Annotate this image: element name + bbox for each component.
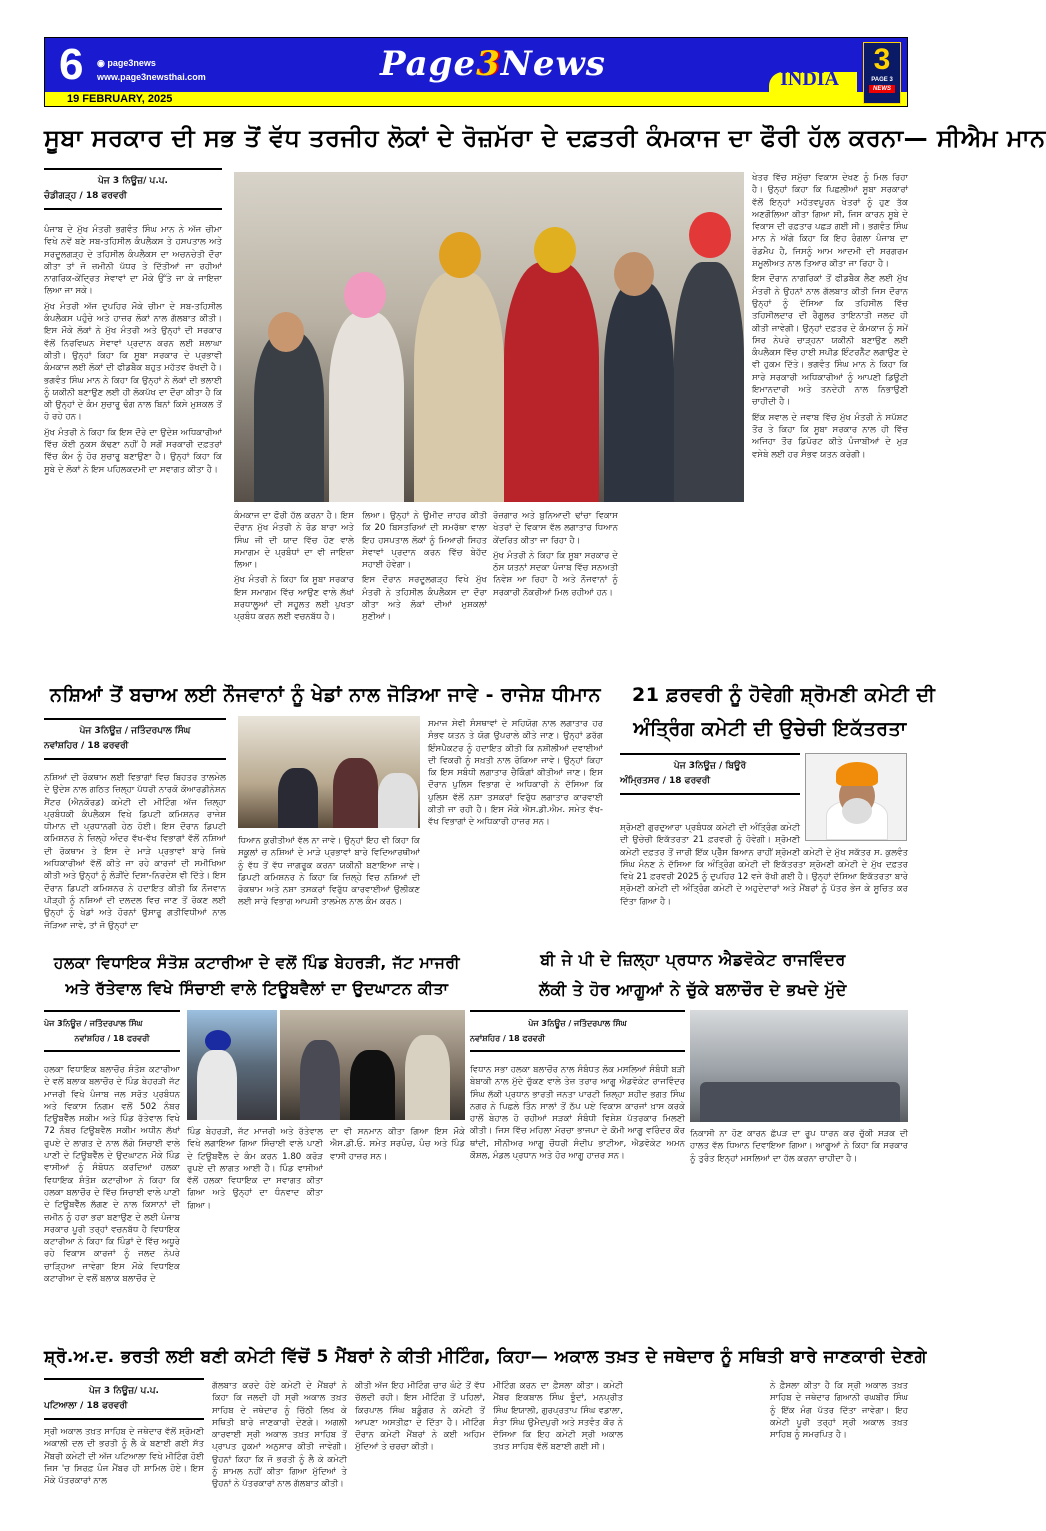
masthead-date-stripe (45, 92, 907, 106)
article-body: ਪਿੰਡ ਬੇਹਰੜੀ, ਜੱਟ ਮਾਜਰੀ ਅਤੇ ਰੱਤੇਵਾਲ ਵਿਖੇ ਲਗਾਇਆ ਗਿਆ ਸਿੰਚਾਈ ਵਾਲੇ ਪਾਣੀ ਦੇ ਟਿਊਬਵੈੱਲ ਦੇ ਕੰਮ ਕਰਨ 1.80 ਕਰੋੜ ਰੁਪਏ ਦੀ ਲਾਗਤ ਆਈ ਹੈ। ਪਿੰਡ ਵਾਸੀਆਂ ਵੱਲੋਂ ਹਲਕਾ ਵਿਧਾਇਕ ਦਾ ਸਵਾਗਤ ਕੀਤਾ ਗਿਆ ਅਤੇ ਉਨ੍ਹਾਂ ਦਾ ਧੰਨਵਾਦ ਕੀਤਾ ਗਿਆ। (187, 1127, 323, 1211)
headline-line: ਹਲਕਾ ਵਿਧਾਇਕ ਸੰਤੋਸ਼ ਕਟਾਰੀਆ ਦੇ ਵਲੋਂ ਪਿੰਡ ਬੇਹਰੜੀ, ਜੱਟ ਮਾਜਰੀ (53, 954, 461, 972)
cm-visit-photo (234, 172, 744, 502)
article-body: ਗੱਲਬਾਤ ਕਰਦੇ ਹੋਏ ਕਮੇਟੀ ਦੇ ਮੈਂਬਰਾਂ ਨੇ ਕਿਹਾ ਕਿ ਜਲਦੀ ਹੀ ਸ੍ਰੀ ਅਕਾਲ ਤਖ਼ਤ ਸਾਹਿਬ ਦੇ ਜਥੇਦਾਰ ਨੂੰ ਚਿੱਠੀ ਲਿਖ ਕੇ ਸਥਿਤੀ ਬਾਰੇ ਜਾਣਕਾਰੀ ਦੇਣਗੇ। ਅਗਲੀ ਕਾਰਵਾਈ ਸ੍ਰੀ ਅਕਾਲ ਤਖ਼ਤ ਸਾਹਿਬ ਤੋਂ ਪ੍ਰਾਪਤ ਹੁਕਮਾਂ ਅਨੁਸਾਰ ਕੀਤੀ ਜਾਵੇਗੀ। ਉਹਨਾਂ ਕਿਹਾ ਕਿ ਜੋ ਭਰਤੀ ਨੂੰ ਲੈ ਕੇ ਕਮੇਟੀ ਨੂੰ ਸ਼ਾਮਲ ਨਹੀਂ ਕੀਤਾ ਗਿਆ ਮੁੱਦਿਆਂ ਤੇ ਉਹਨਾਂ ਨੇ ਪੱਤਰਕਾਰਾਂ ਨਾਲ ਗੱਲਬਾਤ ਕੀਤੀ। (212, 1381, 347, 1490)
article-body: ਦਾ ਵੀ ਸਨਮਾਨ ਕੀਤਾ ਗਿਆ ਇਸ ਮੌਕੇ ਐਸ.ਡੀ.ਓ. ਸਮੇਤ ਸਰਪੰਚ, ਪੰਚ ਅਤੇ ਪਿੰਡ ਵਾਸੀ ਹਾਜ਼ਰ ਸਨ। (330, 1127, 465, 1162)
dateline: ਨਵਾਂਸ਼ਹਿਰ / 18 ਫਰਵਰੀ (44, 741, 129, 751)
article-body (493, 510, 618, 668)
article-body: ਹਲਕਾ ਵਿਧਾਇਕ ਬਲਾਚੌਰ ਸ਼ੰਤੋਸ਼ ਕਟਾਰੀਆ ਦੇ ਵਲੋਂ ਬਲਾਕ ਬਲਾਚੌਰ ਦੇ ਪਿੰਡ ਬੇਹਰੜੀ ਜੱਟ ਮਾਜਰੀ ਵਿਖੇ ਪੰਜਾਬ ਜਲ ਸਰੋਤ ਪ੍ਰਬੰਧਨ ਅਤੇ ਵਿਕਾਸ ਨਿਗਮ ਵਲੋਂ 502 ਨੰਬਰ ਟਿਊਬਵੈੱਲ ਸਕੀਮ ਅਤੇ ਪਿੰਡ ਰੱਤੇਵਾਲ ਵਿਖੇ 72 ਨੰਬਰ ਟਿਊਬਵੈਲ ਸਕੀਮ ਅਧੀਨ ਲੱਖਾਂ ਰੁਪਏ ਦੇ ਲਾਗਤ ਦੇ ਨਾਲ ਲੱਗੇ ਸਿਚਾਈ ਵਾਲੇ ਪਾਣੀ ਦੇ ਟਿਊਬਵੈੱਲ ਦੇ ਉਦਘਾਟਨ ਮੌਕੇ ਪਿੰਡ ਵਾਸੀਆਂ ਨੂੰ ਸੰਬੋਧਨ ਕਰਦਿਆਂ ਹਲਕਾ ਵਿਧਾਇਕ ਸ਼ੰਤੋਸ਼ ਕਟਾਰੀਆ ਨੇ ਕਿਹਾ ਕਿ ਹਲਕਾ ਬਲਾਚੌਰ ਦੇ ਵਿੱਚ ਸਿਚਾਈ ਵਾਲੇ ਪਾਣੀ ਦੇ ਟਿਊਬਵੈੱਲ ਲੱਗਣ ਦੇ ਨਾਲ ਕਿਸਾਨਾਂ ਦੀ ਜ਼ਮੀਨ ਨੂੰ ਹਰਾ ਭਰਾ ਬਣਾਉਣ ਦੇ ਲਈ ਪੰਜਾਬ ਸਰਕਾਰ ਪੂਰੀ ਤਰ੍ਹਾਂ ਵਚਨਬੱਧ ਹੈ ਵਿਧਾਇਕ ਕਟਾਰੀਆ ਨੇ ਕਿਹਾ ਕਿ ਪਿੰਡਾਂ ਦੇ ਵਿੱਚ ਅਧੂਰੇ ਰਹੇ ਵਿਕਾਸ ਕਾਰਜਾਂ ਨੂੰ ਜਲਦ ਨੇਪਰੇ ਚਾੜ੍ਹਿਆ ਜਾਵੇਗਾ ਇਸ ਮੌਕੇ ਵਿਧਾਇਕ ਕਟਾਰੀਆ ਦੇ ਵਲੋਂ ਬਲਾਕ ਬਲਾਚੌਰ ਦੇ (44, 1065, 180, 1285)
paragraph: ਇੱਕ ਸਵਾਲ ਦੇ ਜਵਾਬ ਵਿੱਚ ਮੁੱਖ ਮੰਤਰੀ ਨੇ ਸਪੱਸ਼ਟ ਤੌਰ ਤੇ ਕਿਹਾ ਕਿ ਸੂਬਾ ਸਰਕਾਰ ਨਾਲ ਹੀ ਵਿੱਚ ਅਜਿਹਾ ਤੌਰ ਡਿਪੋਰਟ ਕੀਤੇ ਪੰਜਾਬੀਆਂ ਦੇ ਮੁੜ ਵਸੇਬੇ ਲਈ ਹਰ ਸੰਭਵ ਯਤਨ ਕਰੇਗੀ। (752, 412, 908, 460)
byline (620, 753, 800, 795)
headline-tubewell-inauguration (44, 950, 470, 1002)
headline-akali-dal-committee: ਸ਼੍ਰੋ.ਅ.ਦ. ਭਰਤੀ ਲਈ ਬਣੀ ਕਮੇਟੀ ਵਿੱਚੋਂ 5 ਮੈਂਬਰਾਂ ਨੇ ਕੀਤੀ ਮੀਟਿੰਗ, ਕਿਹਾ— ਅਕਾਲ ਤਖ਼ਤ ਦੇ ਜਥੇਦਾਰ ਨੂੰ ਸਥਿਤੀ ਬਾਰੇ ਜਾਣਕਾਰੀ ਦੇਣਗੇ (44, 1347, 927, 1367)
logo-part: 3 (476, 44, 501, 84)
dateline: ਅੰਮ੍ਰਿਤਸਰ / 18 ਫਰਵਰੀ (620, 776, 711, 786)
social-icon: ◉ (97, 58, 108, 68)
dateline: ਨਵਾਂਸ਼ਹਿਰ / 18 ਫਰਵਰੀ (74, 1034, 150, 1043)
page-number: 6 (59, 40, 84, 89)
headline-line: ਅਤੇ ਰੱਤੇਵਾਲ ਵਿਖੇ ਸਿੰਚਾਈ ਵਾਲੇ ਟਿਊਬਵੈਲਾਂ ਦਾ ਉਦਘਾਟਨ ਕੀਤਾ (65, 980, 449, 998)
headline-line: ਬੀ ਜੇ ਪੀ ਦੇ ਜ਼ਿਲ੍ਹਾ ਪ੍ਰਧਾਨ ਐਡਵੋਕੇਟ ਰਾਜਵਿੰਦਰ (540, 950, 846, 969)
article-body (752, 172, 908, 667)
page3-badge-logo (863, 42, 901, 104)
article-body: ਨਿਕਾਸੀ ਨਾ ਹੋਣ ਕਾਰਨ ਛੱਪੜ ਦਾ ਰੂਪ ਧਾਰਨ ਕਰ ਚੁੱਕੀ ਸੜਕ ਦੀ ਹਾਲਤ ਵੱਲ ਧਿਆਨ ਦਿਵਾਇਆ ਗਿਆ। ਆਗੂਆਂ ਨੇ ਕਿਹਾ ਕਿ ਸਰਕਾਰ ਨੂੰ ਤੁਰੰਤ ਇਨ੍ਹਾਂ ਮਸਲਿਆਂ ਦਾ ਹੱਲ ਕਰਨਾ ਚਾਹੀਦਾ ਹੈ। (690, 1129, 908, 1164)
article-body: ਕੀਤੀ ਅੱਜ ਇਹ ਮੀਟਿੰਗ ਚਾਰ ਘੰਟੇ ਤੋਂ ਵੱਧ ਚੱਲਦੀ ਰਹੀ। ਇਸ ਮੀਟਿੰਗ ਤੋਂ ਪਹਿਲਾਂ, ਕਿਰਪਾਲ ਸਿੰਘ ਬਡੂੰਗਰ ਨੇ ਕਮੇਟੀ ਤੋਂ ਆਪਣਾ ਅਸਤੀਫ਼ਾ ਦੇ ਦਿੱਤਾ ਹੈ। ਮੀਟਿੰਗ ਦੌਰਾਨ ਕਮੇਟੀ ਮੈਂਬਰਾਂ ਨੇ ਕਈ ਅਹਿਮ ਮੁੱਦਿਆਂ ਤੇ ਚਰਚਾ ਕੀਤੀ। (355, 1381, 485, 1453)
headline-bjp-balachaur (478, 945, 908, 1005)
headline-cm-mann: ਸੂਬਾ ਸਰਕਾਰ ਦੀ ਸਭ ਤੋਂ ਵੱਧ ਤਰਜੀਹ ਲੋਕਾਂ ਦੇ ਰੋਜ਼ਮੱਰਾ ਦੇ ਦਫ਼ਤਰੀ ਕੰਮਕਾਜ ਦਾ ਫੌਰੀ ਹੱਲ ਕਰਨਾ— ਸੀਐਮ ਮਾਨ (44, 124, 1046, 152)
meeting-photo (238, 716, 420, 828)
edition-label: INDIA (780, 68, 839, 90)
story1-byline-block (44, 168, 222, 679)
story3-byline-block (620, 753, 800, 795)
article-body: ਧਿਆਨ ਕੁਰੀਤੀਆਂ ਵੱਲ ਨਾ ਜਾਵੇ। ਉਨ੍ਹਾਂ ਇਹ ਵੀ ਕਿਹਾ ਕਿ ਸਕੂਲਾਂ ਚ ਨਸ਼ਿਆਂ ਦੇ ਮਾੜੇ ਪ੍ਰਭਾਵਾਂ ਬਾਰੇ ਵਿਦਿਆਰਥੀਆਂ ਨੂੰ ਵੱਧ ਤੋਂ ਵੱਧ ਜਾਗਰੂਕ ਕਰਨਾ ਯਕੀਨੀ ਬਣਾਇਆ ਜਾਵੇ। ਡਿਪਟੀ ਕਮਿਸ਼ਨਰ ਨੇ ਕਿਹਾ ਕਿ ਜ਼ਿਲ੍ਹੇ ਵਿਚ ਨਸ਼ਿਆਂ ਦੀ ਰੋਕਥਾਮ ਅਤੇ ਨਸ਼ਾ ਤਸਕਰਾਂ ਵਿਰੁੱਧ ਕਾਰਵਾਈਆਂ ਉਲੀਕਣ ਲਈ ਸਾਰੇ ਵਿਭਾਗ ਆਪਸੀ ਤਾਲਮੇਲ ਨਾਲ ਕੰਮ ਕਰਨ। (238, 836, 420, 908)
byline-agency: ਪੇਜ 3ਨਿਊਜ਼ / ਬਿਊਰੋ (673, 761, 747, 771)
badge-number: 3 (873, 43, 891, 76)
headline-line: 21 ਫ਼ਰਵਰੀ ਨੂੰ ਹੋਵੇਗੀ ਸ਼੍ਰੋਮਣੀ ਕਮੇਟੀ ਦੀ (632, 684, 936, 706)
inauguration-photo-2 (280, 1010, 465, 1120)
social-handle: page3news (107, 58, 156, 68)
article-body: ਵਿਧਾਨ ਸਭਾ ਹਲਕਾ ਬਲਾਚੌਰ ਨਾਲ ਸੰਬੰਧਤ ਲੋਕ ਮਸਲਿਆਂ ਸੰਬੰਧੀ ਬੜੀ ਬੇਬਾਕੀ ਨਾਲ ਮੁੱਦੇ ਚੁੱਕਣ ਵਾਲੇ ਤੇਜ਼ ਤਰਾਰ ਆਗੂ ਐਡਵੋਕੇਟ ਰਾਜਵਿੰਦਰ ਸਿੰਘ ਲੱਕੀ ਪ੍ਰਧਾਨ ਭਾਰਤੀ ਜਨਤਾ ਪਾਰਟੀ ਜ਼ਿਲ੍ਹਾ ਸ਼ਹੀਦ ਭਗਤ ਸਿੰਘ ਨਗਰ ਨੇ ਪਿਛਲੇ ਤਿੰਨ ਸਾਲਾਂ ਤੋਂ ਠੱਪ ਪਏ ਵਿਕਾਸ ਕਾਰਜਾਂ ਖ਼ਾਸ ਕਰਕੇ ਹਾਲੋਂ ਬੇਹਾਲ ਹੋ ਰਹੀਆਂ ਸੜਕਾਂ ਸੰਬੰਧੀ ਵਿਸ਼ੇਸ਼ ਪੱਤਰਕਾਰ ਮਿਲਣੀ ਕੀਤੀ। ਜਿਸ ਵਿੱਚ ਮਹਿਲਾ ਮੋਰਚਾ ਭਾਜਪਾ ਦੇ ਕੌਮੀ ਆਗੂ ਵਰਿੰਦਰ ਕੌਰ ਥਾਂਦੀ, ਸੀਨੀਅਰ ਆਗੂ ਚੌਧਰੀ ਸੰਦੀਪ ਭਾਟੀਆ, ਐਡਵੋਕੇਟ ਅਮਨ ਕੌਸ਼ਲ, ਮੰਡਲ ਪ੍ਰਧਾਨ ਅਤੇ ਹੋਰ ਆਗੂ ਹਾਜ਼ਰ ਸਨ। (470, 1065, 685, 1162)
byline-agency: ਪੇਜ 3 ਨਿਊਜ਼/ ਪ.ਪ. (98, 176, 168, 186)
paragraph: ਮੁੱਖ ਮੰਤਰੀ ਅੱਜ ਦੁਪਹਿਰ ਮੌਕੇ ਚੀਮਾ ਦੇ ਸਬ-ਤਹਿਸੀਲ ਕੰਪਲੈਕਸ ਪਹੁੰਚੇ ਅਤੇ ਹਾਜ਼ਰ ਲੋਕਾਂ ਨਾਲ ਗੱਲਬਾਤ ਕੀਤੀ। ਇਸ ਮੌਕੇ ਲੋਕਾਂ ਨੇ ਮੁੱਖ ਮੰਤਰੀ ਅਤੇ ਉਨ੍ਹਾਂ ਦੀ ਸਰਕਾਰ ਵੱਲੋਂ ਨਿਰਵਿਘਨ ਸੇਵਾਵਾਂ ਪ੍ਰਦਾਨ ਕਰਨ ਲਈ ਸ਼ਲਾਘਾ ਕੀਤੀ। ਉਨ੍ਹਾਂ ਕਿਹਾ ਕਿ ਸੂਬਾ ਸਰਕਾਰ ਦੇ ਪ੍ਰਭਾਵੀ ਕੰਮਕਾਜ ਲਈ ਲੋਕਾਂ ਦੀ ਫੀਡਬੈਕ ਬਹੁਤ ਮਹੱਤਵ ਰੱਖਦੀ ਹੈ। ਭਗਵੰਤ ਸਿੰਘ ਮਾਨ ਨੇ ਕਿਹਾ ਕਿ ਉਨ੍ਹਾਂ ਨੇ ਲੋਕਾਂ ਦੀ ਭਲਾਈ ਨੂੰ ਯਕੀਨੀ ਬਣਾਉਣ ਲਈ ਹੀ ਲੋਕਪੱਖ ਦਾ ਦੌਰਾ ਕੀਤਾ ਹੈ ਕਿ ਕੀ ਉਨ੍ਹਾਂ ਦੇ ਕੰਮ ਸੁਚਾਰੂ ਢੰਗ ਨਾਲ ਬਿਨਾਂ ਕਿਸੇ ਮੁਸ਼ਕਲ ਤੋਂ ਹੋ ਰਹੇ ਹਨ। (44, 301, 222, 423)
spacer (800, 822, 908, 844)
bjp-leaders-photo (690, 1010, 908, 1122)
badge-news: NEWS (869, 85, 895, 93)
paragraph: ਸ਼੍ਰੋਮਣੀ ਗੁਰਦੁਆਰਾ ਪ੍ਰਬੰਧਕ ਕਮੇਟੀ ਦੀ ਅੰਤ੍ਰਿੰਗ ਕਮੇਟੀ ਦੀ ਉਚੇਚੀ ਇਕੱਤਰਤਾ 21 ਫ਼ਰਵਰੀ ਨੂੰ ਹੋਵੇਗੀ। ਸ਼੍ਰੋਮਣੀ ਕਮੇਟੀ ਦਫ਼ਤਰ ਤੋਂ ਜਾਰੀ ਇੱਕ ਪ੍ਰੈੱਸ ਬਿਆਨ ਰਾਹੀਂ ਸ਼੍ਰੋਮਣੀ ਕਮੇਟੀ ਦੇ ਮੁੱਖ ਸਕੱਤਰ ਸ. ਕੁਲਵੰਤ ਸਿੰਘ ਮੰਨਣ ਨੇ ਦੱਸਿਆ ਕਿ ਅੰਤ੍ਰਿੰਗ ਕਮੇਟੀ ਦੀ ਇਕੱਤਰਤਾ ਸ਼੍ਰੋਮਣੀ ਕਮੇਟੀ ਦੇ ਮੁੱਖ ਦਫ਼ਤਰ ਵਿਖੇ 21 ਫ਼ਰਵਰੀ 2025 ਨੂੰ ਦੁਪਹਿਰ 12 ਵਜੇ ਰੱਖੀ ਗਈ ਹੈ। ਉਨ੍ਹਾਂ ਦੱਸਿਆ ਇਕੱਤਰਤਾ ਬਾਰੇ ਸ਼੍ਰੋਮਣੀ ਕਮੇਟੀ ਦੀ ਅੰਤ੍ਰਿੰਗ ਕਮੇਟੀ ਦੇ ਅਹੁਦੇਦਾਰਾਂ ਅਤੇ ਮੈਂਬਰਾਂ ਨੂੰ ਪੱਤਰ ਭੇਜ ਕੇ ਸੂਚਿਤ ਕਰ ਦਿੱਤਾ ਗਿਆ ਹੈ। (620, 823, 908, 907)
byline (44, 168, 222, 210)
inauguration-photo-1 (187, 1010, 277, 1120)
article-body (620, 822, 908, 932)
headline-line: ਲੱਕੀ ਤੇ ਹੋਰ ਆਗੂਆਂ ਨੇ ਚੁੱਕੇ ਬਲਾਚੌਰ ਦੇ ਭਖਦੇ ਮੁੱਦੇ (539, 980, 847, 999)
headline-rajesh-dhiman: ਨਸ਼ਿਆਂ ਤੋਂ ਬਚਾਅ ਲਈ ਨੌਜਵਾਨਾਂ ਨੂੰ ਖੇਡਾਂ ਨਾਲ ਜੋੜਿਆ ਜਾਵੇ - ਰਾਜੇਸ਼ ਧੀਮਾਨ (50, 684, 601, 706)
newspaper-logo (380, 44, 606, 84)
byline-agency: ਪੇਜ 3ਨਿਊਜ਼ / ਜਤਿੰਦਰਪਾਲ ਸਿੰਘ (44, 1019, 143, 1028)
dateline: ਨਵਾਂਸ਼ਹਿਰ / 18 ਫਰਵਰੀ (470, 1034, 546, 1043)
dateline: ਪਟਿਆਲਾ / 18 ਫਰਵਰੀ (44, 1401, 128, 1411)
issue-date: 19 FEBRUARY, 2025 (67, 93, 173, 105)
story6-byline-block (44, 1378, 204, 1526)
article-body: ਨਸ਼ਿਆਂ ਦੀ ਰੋਕਥਾਮ ਲਈ ਵਿਭਾਗਾਂ ਵਿਚ ਬਿਹਤਰ ਤਾਲਮੇਲ ਦੇ ਉਦੇਸ਼ ਨਾਲ ਗਠਿਤ ਜ਼ਿਲ੍ਹਾ ਪੱਧਰੀ ਨਾਰਕੋ ਕੋਆਰਡੀਨੇਸ਼ਨ ਸੈਂਟਰ (ਐਨਕੋਰਡ) ਕਮੇਟੀ ਦੀ ਮੀਟਿੰਗ ਅੱਜ ਜ਼ਿਲ੍ਹਾ ਪ੍ਰਬੰਧਕੀ ਕੰਪਲੈਕਸ ਵਿਖੇ ਡਿਪਟੀ ਕਮਿਸ਼ਨਰ ਰਾਜੇਸ਼ ਧੀਮਾਨ ਦੀ ਪ੍ਰਧਾਨਗੀ ਹੇਠ ਹੋਈ। ਇਸ ਦੌਰਾਨ ਡਿਪਟੀ ਕਮਿਸ਼ਨਰ ਨੇ ਜ਼ਿਲ੍ਹੇ ਅੰਦਰ ਵੱਖ-ਵੱਖ ਵਿਭਾਗਾਂ ਵੱਲੋਂ ਨਸ਼ਿਆਂ ਦੀ ਰੋਕਥਾਮ ਤੇ ਇਸ ਦੇ ਮਾੜੇ ਪ੍ਰਭਾਵਾਂ ਬਾਰੇ ਜਿਥੇ ਅਧਿਕਾਰੀਆਂ ਵੱਲੋਂ ਕੀਤੇ ਜਾ ਰਹੇ ਕਾਰਜਾਂ ਦੀ ਸਮੀਖਿਆ ਕੀਤੀ ਅਤੇ ਉਨ੍ਹਾਂ ਨੂੰ ਲੋੜੀਂਦੇ ਦਿਸ਼ਾ-ਨਿਰਦੇਸ਼ ਵੀ ਦਿੱਤੇ। ਇਸ ਦੌਰਾਨ ਡਿਪਟੀ ਕਮਿਸ਼ਨਰ ਨੇ ਹਦਾਇਤ ਕੀਤੀ ਕਿ ਨੌਜਵਾਨ ਪੀੜ੍ਹੀ ਨੂੰ ਨਸ਼ਿਆਂ ਦੀ ਦਲਦਲ ਵਿਚ ਜਾਣ ਤੋਂ ਰੋਕਣ ਲਈ ਉਨ੍ਹਾਂ ਨੂੰ ਖੇਡਾਂ ਅਤੇ ਹੋਰਨਾਂ ਉਸਾਰੂ ਗਤੀਵਿਧੀਆਂ ਨਾਲ ਜੋੜਿਆ ਜਾਵੇ, ਤਾਂ ਜੋ ਉਨ੍ਹਾਂ ਦਾ (44, 773, 226, 931)
paragraph: ਲਿਆ। ਉਨ੍ਹਾਂ ਨੇ ਉਮੀਦ ਜ਼ਾਹਰ ਕੀਤੀ ਕਿ 20 ਬਿਸਤਰਿਆਂ ਦੀ ਸਮਰੱਥਾ ਵਾਲਾ ਇਹ ਹਸਪਤਾਲ ਲੋਕਾਂ ਨੂੰ ਮਿਆਰੀ ਸਿਹਤ ਸੇਵਾਵਾਂ ਪ੍ਰਦਾਨ ਕਰਨ ਵਿੱਚ ਬੇਹੱਦ ਸਹਾਈ ਹੋਵੇਗਾ। (362, 511, 487, 571)
article-body: ਸ੍ਰੀ ਅਕਾਲ ਤਖ਼ਤ ਸਾਹਿਬ ਦੇ ਜਥੇਦਾਰ ਵੱਲੋਂ ਸ਼੍ਰੋਮਣੀ ਅਕਾਲੀ ਦਲ ਦੀ ਭਰਤੀ ਨੂੰ ਲੈ ਕੇ ਬਣਾਈ ਗਈ ਸੱਤ ਮੈਂਬਰੀ ਕਮੇਟੀ ਦੀ ਅੱਜ ਪਟਿਆਲਾ ਵਿਖੇ ਮੀਟਿੰਗ ਹੋਈ ਜਿਸ 'ਚ ਸਿਰਫ਼ ਪੰਜ ਮੈਂਬਰ ਹੀ ਸ਼ਾਮਿਲ ਹੋਏ। ਇਸ ਮੌਕੇ ਪੱਤਰਕਾਰਾਂ ਨਾਲ (44, 1427, 204, 1487)
article-body (234, 510, 354, 668)
paragraph: ਖੇਤਰ ਵਿੱਚ ਸਮੁੱਚਾ ਵਿਕਾਸ ਦੇਖਣ ਨੂੰ ਮਿਲ ਰਿਹਾ ਹੈ। ਉਨ੍ਹਾਂ ਕਿਹਾ ਕਿ ਪਿਛਲੀਆਂ ਸੂਬਾ ਸਰਕਾਰਾਂ ਵੱਲੋਂ ਇਨ੍ਹਾਂ ਮਹੱਤਵਪੂਰਨ ਖੇਤਰਾਂ ਨੂੰ ਹੁਣ ਤੱਕ ਅਣਗੌਲਿਆ ਕੀਤਾ ਗਿਆ ਸੀ, ਜਿਸ ਕਾਰਨ ਸੂਬੇ ਦੇ ਵਿਕਾਸ ਦੀ ਰਫ਼ਤਾਰ ਪਛੜ ਗਈ ਸੀ। ਭਗਵੰਤ ਸਿੰਘ ਮਾਨ ਨੇ ਅੱਗੇ ਕਿਹਾ ਕਿ ਇਹ ਰੰਗਲਾ ਪੰਜਾਬ ਦਾ ਰੋਡਮੈਪ ਹੈ, ਜਿਸਨੂੰ ਆਮ ਆਦਮੀ ਦੀ ਸਰਗਰਮ ਸ਼ਮੂਲੀਅਤ ਨਾਲ ਤਿਆਰ ਕੀਤਾ ਜਾ ਰਿਹਾ ਹੈ। (752, 173, 908, 270)
byline (470, 1010, 685, 1052)
headline-line: ਅੰਤ੍ਰਿੰਗ ਕਮੇਟੀ ਦੀ ਉਚੇਚੀ ਇਕੱਤਰਤਾ (633, 718, 907, 740)
article-body: ਨੇ ਫ਼ੈਸਲਾ ਕੀਤਾ ਹੈ ਕਿ ਸ੍ਰੀ ਅਕਾਲ ਤਖ਼ਤ ਸਾਹਿਬ ਦੇ ਜਥੇਦਾਰ ਗਿਆਨੀ ਰਘਬੀਰ ਸਿੰਘ ਨੂੰ ਇੱਕ ਮੰਗ ਪੱਤਰ ਦਿੱਤਾ ਜਾਵੇਗਾ। ਇਹ ਕਮੇਟੀ ਪੂਰੀ ਤਰ੍ਹਾਂ ਸ੍ਰੀ ਅਕਾਲ ਤਖ਼ਤ ਸਾਹਿਬ ਨੂੰ ਸਮਰਪਿਤ ਹੈ। (770, 1381, 908, 1441)
badge-text: PAGE 3 (871, 77, 893, 83)
article-body (632, 1380, 762, 1520)
byline-agency: ਪੇਜ 3 ਨਿਊਜ਼/ ਪ.ਪ. (89, 1386, 159, 1396)
byline-agency: ਪੇਜ 3ਨਿਊਜ਼ / ਜਤਿੰਦਰਪਾਲ ਸਿੰਘ (79, 726, 191, 736)
paragraph: ਰੋਜ਼ਗਾਰ ਅਤੇ ਬੁਨਿਆਦੀ ਢਾਂਚਾ ਵਿਕਾਸ ਖੇਤਰਾਂ ਦੇ ਵਿਕਾਸ ਵੱਲ ਲਗਾਤਾਰ ਧਿਆਨ ਕੇਂਦਰਿਤ ਕੀਤਾ ਜਾ ਰਿਹਾ ਹੈ। (493, 511, 618, 546)
story5-byline-block (470, 1010, 685, 1332)
article-body (362, 510, 487, 668)
paragraph: ਮੁੱਖ ਮੰਤਰੀ ਨੇ ਕਿਹਾ ਕਿ ਇਸ ਦੌਰੇ ਦਾ ਉਦੇਸ਼ ਅਧਿਕਾਰੀਆਂ ਵਿੱਚ ਕੋਈ ਨੁਕਸ ਕੱਢਣਾ ਨਹੀਂ ਹੈ ਸਗੋਂ ਸਰਕਾਰੀ ਦਫ਼ਤਰਾਂ ਵਿੱਚ ਕੰਮ ਨੂੰ ਹੋਰ ਸੁਚਾਰੂ ਬਣਾਉਣਾ ਹੈ। ਉਨ੍ਹਾਂ ਕਿਹਾ ਕਿ ਸੂਬੇ ਦੇ ਲੋਕਾਂ ਨੇ ਇਸ ਪਹਿਲਕਦਮੀ ਦਾ ਸਵਾਗਤ ਕੀਤਾ ਹੈ। (44, 427, 222, 475)
byline (44, 718, 226, 760)
masthead-links (97, 56, 206, 84)
article-body: ਮੀਟਿੰਗ ਕਰਨ ਦਾ ਫ਼ੈਸਲਾ ਕੀਤਾ। ਕਮੇਟੀ ਮੈਂਬਰ ਇਕਬਾਲ ਸਿੰਘ ਝੂੰਦਾਂ, ਮਨਪ੍ਰੀਤ ਸਿੰਘ ਇਯਾਲੀ, ਗੁਰਪ੍ਰਤਾਪ ਸਿੰਘ ਵਡਾਲਾ, ਸੰਤਾ ਸਿੰਘ ਉਮੈਦਪੁਰੀ ਅਤੇ ਸਤਵੰਤ ਕੌਰ ਨੇ ਦੱਸਿਆ ਕਿ ਇਹ ਕਮੇਟੀ ਸ੍ਰੀ ਅਕਾਲ ਤਖ਼ਤ ਸਾਹਿਬ ਵੱਲੋਂ ਬਣਾਈ ਗਈ ਸੀ। (493, 1381, 623, 1453)
paragraph: ਕੰਮਕਾਜ ਦਾ ਫੌਰੀ ਹੱਲ ਕਰਨਾ ਹੈ। ਇਸ ਦੌਰਾਨ ਮੁੱਖ ਮੰਤਰੀ ਨੇ ਰੋਡ ਬਾਰਾ ਅਤੇ ਸਿੰਘ ਜੀ ਦੀ ਯਾਦ ਵਿੱਚ ਹੋਣ ਵਾਲੇ ਸਮਾਗਮ ਦੇ ਪ੍ਰਬੰਧਾਂ ਦਾ ਵੀ ਜਾਇਜ਼ਾ ਲਿਆ। (234, 511, 354, 571)
headline-sgpc-meeting (632, 678, 936, 746)
article-body: ਸਮਾਜ ਸੇਵੀ ਸੰਸਥਾਵਾਂ ਦੇ ਸਹਿਯੋਗ ਨਾਲ ਲਗਾਤਾਰ ਹਰ ਸੰਭਵ ਯਤਨ ਤੇ ਯੋਗ ਉਪਰਾਲੇ ਕੀਤੇ ਜਾਣ। ਉਨ੍ਹਾਂ ਡਰੱਗ ਇੰਸਪੈਕਟਰ ਨੂੰ ਹਦਾਇਤ ਕੀਤੀ ਕਿ ਨਸ਼ੀਲੀਆਂ ਦਵਾਈਆਂ ਦੀ ਵਿਕਰੀ ਨੂੰ ਸਖ਼ਤੀ ਨਾਲ ਰੋਕਿਆ ਜਾਵੇ। ਉਨ੍ਹਾਂ ਕਿਹਾ ਕਿ ਇਸ ਸਬੰਧੀ ਲਗਾਤਾਰ ਚੈਕਿੰਗਾਂ ਕੀਤੀਆਂ ਜਾਣ। ਇਸ ਦੌਰਾਨ ਪੁਲਿਸ ਵਿਭਾਗ ਦੇ ਅਧਿਕਾਰੀ ਨੇ ਦੱਸਿਆ ਕਿ ਪੁਲਿਸ ਵੱਲੋਂ ਨਸ਼ਾ ਤਸਕਰਾਂ ਵਿਰੁੱਧ ਲਗਾਤਾਰ ਕਾਰਵਾਈ ਕੀਤੀ ਜਾ ਰਹੀ ਹੈ। ਇਸ ਮੌਕੇ ਐਸ.ਡੀ.ਐਮ. ਸਮੇਤ ਵੱਖ-ਵੱਖ ਵਿਭਾਗਾਂ ਦੇ ਅਧਿਕਾਰੀ ਹਾਜ਼ਰ ਸਨ। (428, 719, 603, 828)
website-link[interactable]: www.page3newsthai.com (97, 72, 206, 82)
paragraph: ਮੁੱਖ ਮੰਤਰੀ ਨੇ ਕਿਹਾ ਕਿ ਸੂਬਾ ਸਰਕਾਰ ਇਸ ਸਮਾਗਮ ਵਿੱਚ ਆਉਣ ਵਾਲੇ ਲੱਖਾਂ ਸ਼ਰਧਾਲੂਆਂ ਦੀ ਸਹੂਲਤ ਲਈ ਪੁਖਤਾ ਪ੍ਰਬੰਧ ਕਰਨ ਲਈ ਵਚਨਬੱਧ ਹੈ। (234, 575, 354, 623)
logo-part: Page (380, 44, 477, 84)
byline-agency: ਪੇਜ 3ਨਿਊਜ਼ / ਜਤਿੰਦਰਪਾਲ ਸਿੰਘ (528, 1019, 627, 1028)
masthead (44, 37, 908, 107)
paragraph: ਮੁੱਖ ਮੰਤਰੀ ਨੇ ਕਿਹਾ ਕਿ ਸੂਬਾ ਸਰਕਾਰ ਦੇ ਠੋਸ ਯਤਨਾਂ ਸਦਕਾ ਪੰਜਾਬ ਵਿੱਚ ਸਨਅਤੀ ਨਿਵੇਸ਼ ਆ ਰਿਹਾ ਹੈ ਅਤੇ ਨੌਜਵਾਨਾਂ ਨੂੰ ਸਰਕਾਰੀ ਨੌਕਰੀਆਂ ਮਿਲ ਰਹੀਆਂ ਹਨ। (493, 550, 618, 598)
article-body (44, 224, 222, 679)
byline (44, 1378, 204, 1420)
story2-byline-block (44, 718, 226, 931)
paragraph: ਪੰਜਾਬ ਦੇ ਮੁੱਖ ਮੰਤਰੀ ਭਗਵੰਤ ਸਿੰਘ ਮਾਨ ਨੇ ਅੱਜ ਚੀਮਾ ਵਿਖੇ ਨਵੇਂ ਬਣੇ ਸਬ-ਤਹਿਸੀਲ ਕੰਪਲੈਕਸ ਤੇ ਹਸਪਤਾਲ ਅਤੇ ਸਰਦੂਲਗੜ੍ਹ ਦੇ ਤਹਿਸੀਲ ਕੰਪਲੈਕਸ ਦਾ ਅਚਨਚੇਤੀ ਦੌਰਾ ਕੀਤਾ ਤਾਂ ਜੋ ਜ਼ਮੀਨੀ ਪੱਧਰ ਤੇ ਦਿੱਤੀਆਂ ਜਾ ਰਹੀਆਂ ਨਾਗਰਿਕ-ਕੇਂਦ੍ਰਿਤ ਸੇਵਾਵਾਂ ਦਾ ਮੌਕੇ ਉੱਤੇ ਜਾ ਕੇ ਜਾਇਜ਼ਾ ਲਿਆ ਜਾ ਸਕੇ। (44, 225, 222, 297)
story4-byline-block (44, 1010, 180, 1332)
logo-part: News (500, 44, 606, 84)
dateline: ਚੰਡੀਗੜ੍ਹ / 18 ਫਰਵਰੀ (44, 191, 127, 201)
byline (44, 1010, 180, 1052)
paragraph: ਇਸ ਦੌਰਾਨ ਸਰਦੂਲਗੜ੍ਹ ਵਿਖੇ ਮੁੱਖ ਮੰਤਰੀ ਨੇ ਤਹਿਸੀਲ ਕੰਪਲੈਕਸ ਦਾ ਦੌਰਾ ਕੀਤਾ ਅਤੇ ਲੋਕਾਂ ਦੀਆਂ ਮੁਸ਼ਕਲਾਂ ਸੁਣੀਆਂ। (362, 575, 487, 623)
paragraph: ਇਸ ਦੌਰਾਨ ਨਾਗਰਿਕਾਂ ਤੋਂ ਫੀਡਬੈਕ ਲੈਣ ਲਈ ਮੁੱਖ ਮੰਤਰੀ ਨੇ ਉਹਨਾਂ ਨਾਲ ਗੱਲਬਾਤ ਕੀਤੀ ਜਿਸ ਦੌਰਾਨ ਉਨ੍ਹਾਂ ਨੂੰ ਦੱਸਿਆ ਕਿ ਤਹਿਸੀਲ ਵਿੱਚ ਤਹਿਸੀਲਦਾਰ ਦੀ ਰੈਗੂਲਰ ਤਾਇਨਾਤੀ ਜਲਦ ਹੀ ਕੀਤੀ ਜਾਵੇਗੀ। ਉਨ੍ਹਾਂ ਦਫ਼ਤਰ ਦੇ ਕੰਮਕਾਜ ਨੂੰ ਸਮੇਂ ਸਿਰ ਨੇਪਰੇ ਚਾੜ੍ਹਨਾ ਯਕੀਨੀ ਬਣਾਉਣ ਲਈ ਕੰਪਲੈਕਸ ਵਿੱਚ ਹਾਈ ਸਪੀਡ ਇੰਟਰਨੈੱਟ ਲਗਾਉਣ ਦੇ ਵੀ ਹੁਕਮ ਦਿੱਤੇ। ਭਗਵੰਤ ਸਿੰਘ ਮਾਨ ਨੇ ਕਿਹਾ ਕਿ ਸਾਰੇ ਸਰਕਾਰੀ ਅਧਿਕਾਰੀਆਂ ਨੂੰ ਆਪਣੀ ਡਿਊਟੀ ਇਮਾਨਦਾਰੀ ਅਤੇ ਤਨਦੇਹੀ ਨਾਲ ਨਿਭਾਉਣੀ ਚਾਹੀਦੀ ਹੈ। (752, 274, 908, 408)
